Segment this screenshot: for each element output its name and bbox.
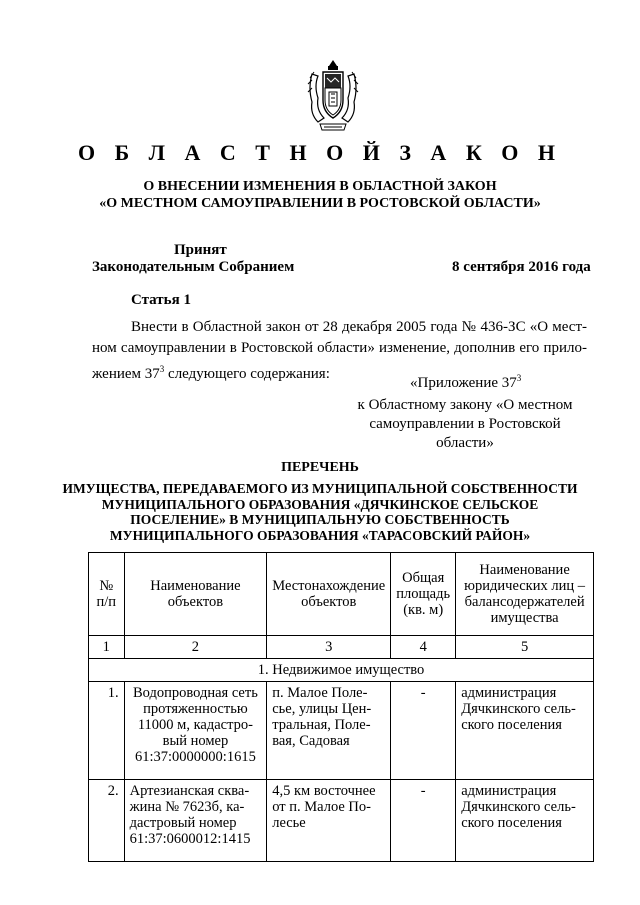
- section-row: [89, 659, 594, 682]
- row-number: 2.: [89, 780, 125, 862]
- object-location-text: п. Малое Поле- сье, улицы Цен- тральная, Поле- вая, Садовая: [272, 685, 372, 749]
- body-text-end: следующего содержания:: [164, 366, 330, 382]
- object-holder-text: администрация Дячкинского сель- ского поселения: [461, 783, 576, 831]
- object-area: -: [391, 780, 456, 862]
- column-number: 1: [89, 636, 125, 659]
- object-location-text: 4,5 км восточнее от п. Малое По- лесье: [272, 783, 376, 831]
- object-holder-text: администрация Дячкинского сель- ского поселения: [461, 685, 576, 733]
- law-subtitle: [0, 178, 640, 212]
- subtitle-line: О ВНЕСЕНИИ ИЗМЕНЕНИЯ В ОБЛАСТНОЙ ЗАКОН: [143, 179, 497, 194]
- list-title: ПЕРЕЧЕНЬ: [281, 460, 359, 475]
- header-text: № п/п: [96, 578, 117, 610]
- object-name-text: Артезианская сква- жина № 7623б, ка- дастровый номер 61:37:0600012:1415: [129, 783, 251, 847]
- section-title: 1. Недвижимое имущество: [89, 659, 594, 682]
- adopted-by: Законодательным Собранием: [92, 259, 295, 275]
- header-cell: [456, 553, 594, 636]
- table-row: [89, 682, 594, 780]
- header-text: Общая площадь (кв. м): [396, 570, 451, 618]
- list-desc-line: МУНИЦИПАЛЬНОГО ОБРАЗОВАНИЯ «ТАРАСОВСКИЙ РАЙОН»: [109, 527, 531, 543]
- table-row: [89, 780, 594, 862]
- header-text: Наименование юридических лиц – балансодержателей имущества: [464, 562, 585, 626]
- object-holder: [456, 682, 594, 780]
- header-cell: [267, 553, 391, 636]
- header-text: Местонахождение объектов: [272, 578, 386, 610]
- column-number: 4: [391, 636, 456, 659]
- header-cell: [124, 553, 267, 636]
- article-heading: Статья 1: [131, 292, 191, 308]
- object-location: [267, 780, 391, 862]
- appendix-prefix: «Приложение 37: [410, 375, 517, 391]
- column-number: 2: [124, 636, 267, 659]
- list-desc-line: ПОСЕЛЕНИЕ» В МУНИЦИПАЛЬНУЮ СОБСТВЕННОСТЬ: [130, 512, 510, 527]
- header-text: Наименование объектов: [150, 578, 241, 610]
- row-number: 1.: [89, 682, 125, 780]
- column-number: 3: [267, 636, 391, 659]
- adopted-date: 8 сентября 2016 года: [452, 259, 591, 275]
- law-title: О Б Л А С Т Н О Й З А К О Н: [77, 140, 562, 165]
- appendix-superscript: 3: [516, 373, 522, 383]
- list-desc-line: МУНИЦИПАЛЬНОГО ОБРАЗОВАНИЯ «ДЯЧКИНСКОЕ СЕЛЬСКОЕ: [101, 496, 539, 512]
- adopted-label: Принят: [174, 242, 227, 258]
- object-location: [267, 682, 391, 780]
- appendix-heading: [410, 373, 521, 392]
- list-description: [0, 481, 640, 543]
- subtitle-line: «О МЕСТНОМ САМОУПРАВЛЕНИИ В РОСТОВСКОЙ ОБЛАСТИ»: [99, 196, 541, 211]
- appendix-reference: [340, 396, 590, 453]
- header-cell: [391, 553, 456, 636]
- property-table: [88, 552, 594, 862]
- coat-of-arms-icon: [304, 58, 362, 132]
- appendix-line: к Областному закону «О местном: [357, 397, 573, 413]
- object-name: [124, 682, 267, 780]
- appendix-line: самоуправлении в Ростовской области»: [369, 416, 561, 451]
- object-area: -: [391, 682, 456, 780]
- object-name: [124, 780, 267, 862]
- body-superscript: 3: [159, 364, 165, 374]
- column-number-row: [89, 636, 594, 659]
- object-holder: [456, 780, 594, 862]
- header-cell: [89, 553, 125, 636]
- list-desc-line: ИМУЩЕСТВА, ПЕРЕДАВАЕМОГО ИЗ МУНИЦИПАЛЬНОЙ СОБСТВЕННОСТИ: [62, 481, 578, 496]
- object-name-text: Водопроводная сеть протяженностью 11000 м, кадастро- вый номер 61:37:0000000:1615: [132, 685, 258, 765]
- table-header-row: [89, 553, 594, 636]
- body-text: Внести в Областной закон от 28 декабря 2005 года № 436-ЗС «О мест-ном самоуправлении в Ростовской области» изменение, дополнив его прило-жением 37: [92, 319, 587, 382]
- column-number: 5: [456, 636, 594, 659]
